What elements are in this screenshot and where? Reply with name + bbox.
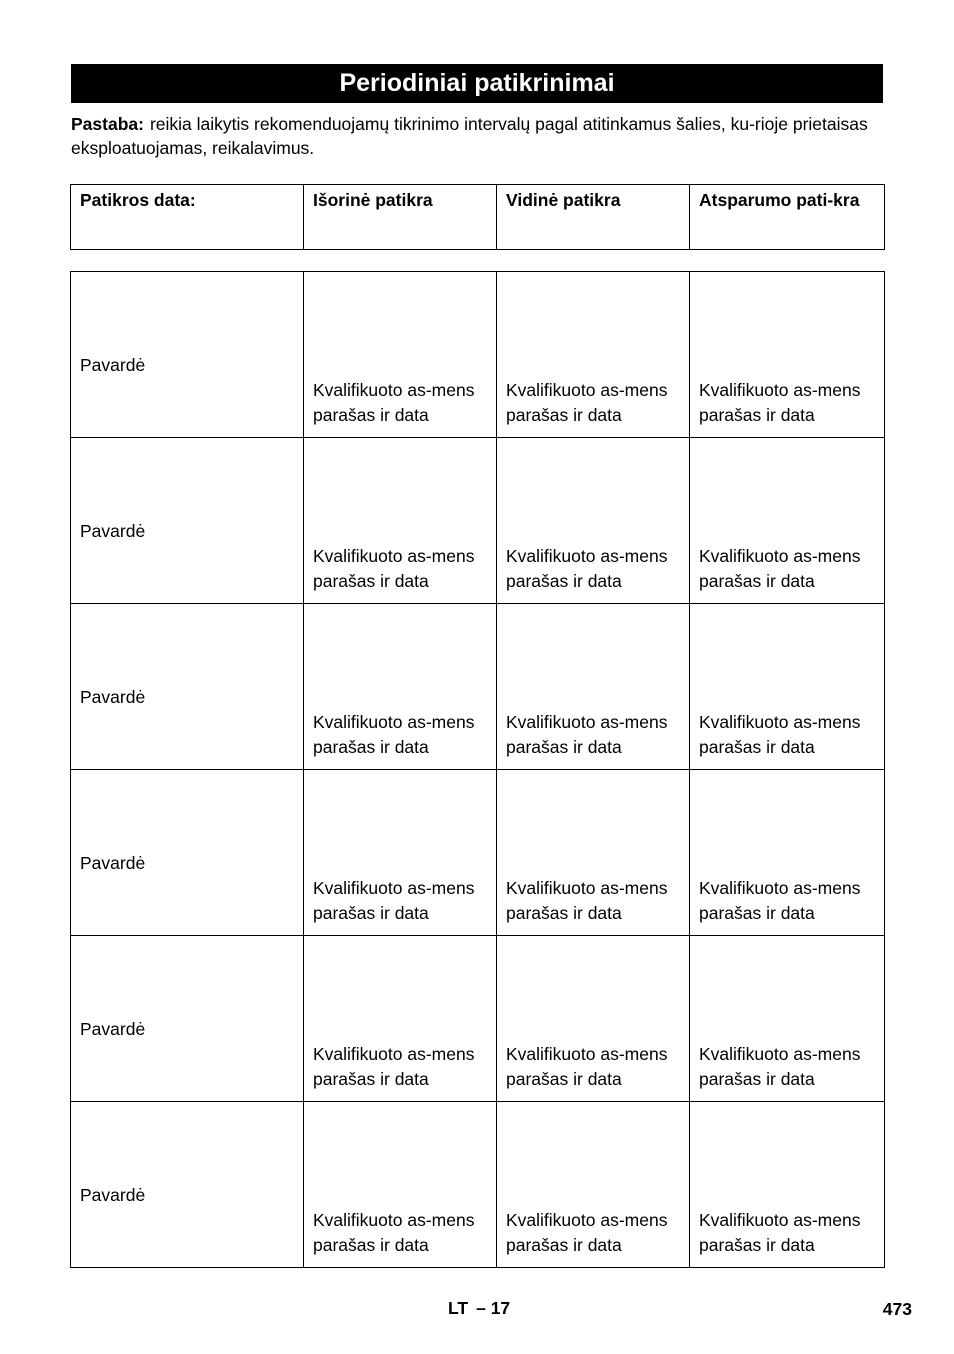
header-row <box>71 185 885 250</box>
header-strength-inspection: Atsparumo pati-kra <box>690 185 885 250</box>
signature-cell: Kvalifikuoto as-mens parašas ir data <box>304 438 497 604</box>
footer-dash: – <box>476 1298 486 1318</box>
name-cell: Pavardė <box>71 604 304 770</box>
signature-cell: Kvalifikuoto as-mens parašas ir data <box>690 272 885 438</box>
note-paragraph <box>71 112 883 160</box>
signature-cell: Kvalifikuoto as-mens parašas ir data <box>304 272 497 438</box>
signature-cell: Kvalifikuoto as-mens parašas ir data <box>690 604 885 770</box>
table-row <box>71 1102 885 1268</box>
page-title: Periodiniai patikrinimai <box>71 64 883 103</box>
signature-cell: Kvalifikuoto as-mens parašas ir data <box>690 770 885 936</box>
table-row <box>71 438 885 604</box>
page-number: 473 <box>882 1299 912 1319</box>
section-page-number: 17 <box>490 1298 511 1318</box>
note-label: Pastaba: <box>71 114 144 134</box>
signature-cell: Kvalifikuoto as-mens parašas ir data <box>304 936 497 1102</box>
signature-cell: Kvalifikuoto as-mens parašas ir data <box>304 1102 497 1268</box>
signature-cell: Kvalifikuoto as-mens parašas ir data <box>497 438 690 604</box>
signature-cell: Kvalifikuoto as-mens parašas ir data <box>497 1102 690 1268</box>
table-row <box>71 770 885 936</box>
table-row <box>71 936 885 1102</box>
signature-cell: Kvalifikuoto as-mens parašas ir data <box>497 604 690 770</box>
name-cell: Pavardė <box>71 936 304 1102</box>
name-cell: Pavardė <box>71 438 304 604</box>
note-text: reikia laikytis rekomenduojamų tikrinimo intervalų pagal atitinkamus šalies, ku-rioje prietaisas eksploatuojamas, reikalavimus. <box>71 114 868 158</box>
header-inspection-date: Patikros data: <box>71 185 304 250</box>
signature-cell: Kvalifikuoto as-mens parašas ir data <box>690 936 885 1102</box>
header-external-inspection: Išorinė patikra <box>304 185 497 250</box>
inspection-records-table <box>70 271 885 1268</box>
language-code: LT <box>448 1298 469 1318</box>
signature-cell: Kvalifikuoto as-mens parašas ir data <box>304 770 497 936</box>
signature-cell: Kvalifikuoto as-mens parašas ir data <box>304 604 497 770</box>
signature-cell: Kvalifikuoto as-mens parašas ir data <box>690 1102 885 1268</box>
footer-section <box>448 1298 510 1319</box>
name-cell: Pavardė <box>71 770 304 936</box>
signature-cell: Kvalifikuoto as-mens parašas ir data <box>497 936 690 1102</box>
signature-cell: Kvalifikuoto as-mens parašas ir data <box>497 272 690 438</box>
table-row <box>71 604 885 770</box>
signature-cell: Kvalifikuoto as-mens parašas ir data <box>690 438 885 604</box>
table-row <box>71 272 885 438</box>
header-internal-inspection: Vidinė patikra <box>497 185 690 250</box>
name-cell: Pavardė <box>71 272 304 438</box>
name-cell: Pavardė <box>71 1102 304 1268</box>
inspection-header-table <box>70 184 885 250</box>
signature-cell: Kvalifikuoto as-mens parašas ir data <box>497 770 690 936</box>
